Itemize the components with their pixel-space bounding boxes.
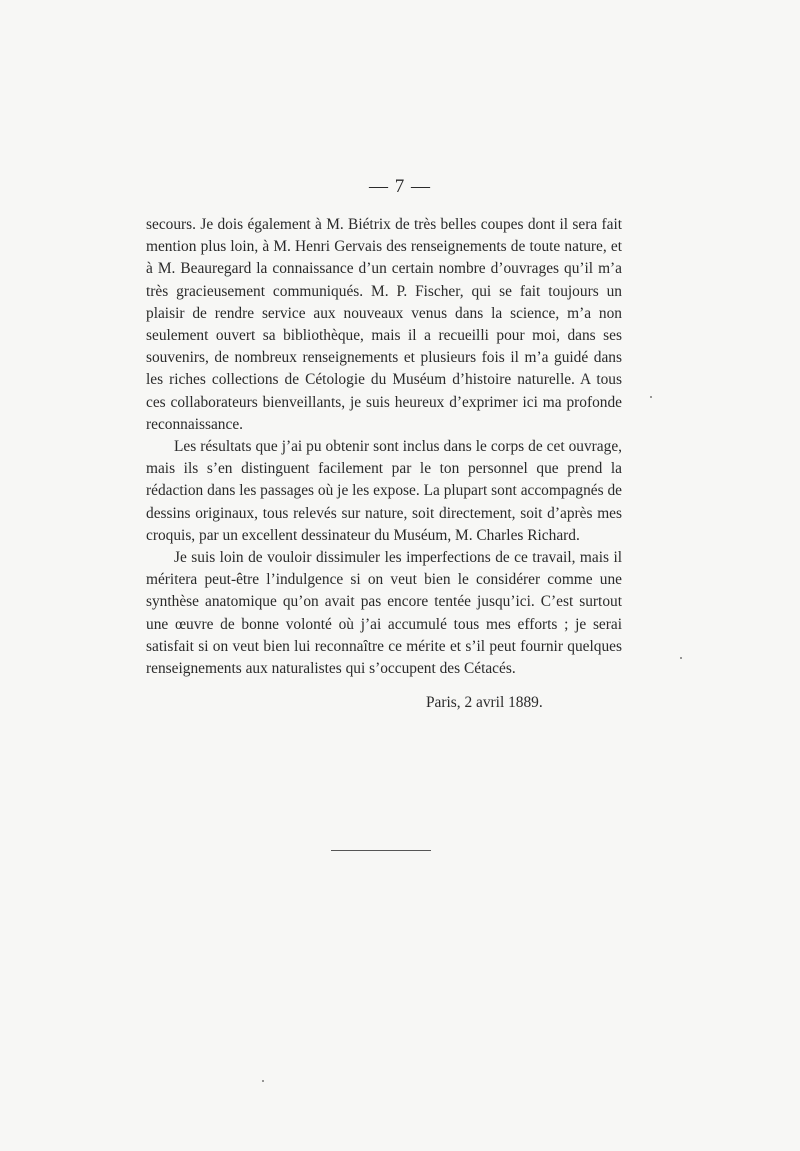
paper-speck: [650, 396, 652, 398]
page-number: — 7 —: [369, 176, 431, 197]
paragraph-3: Je suis loin de vouloir dissimuler les imperfections de ce travail, mais il méritera peut-être l’indulgence si on veut bien le considérer comme une synthèse anatomique qu’on avait pas encore tentée jusqu’ici. C’est surtout une œuvre de bonne volonté où j’ai accumulé tous mes efforts ; je serai satisfait si on veut bien lui reconnaître ce mérite et s’il peut fournir quelques renseignements aux naturalistes qui s’occupent des Cétacés.: [146, 549, 622, 678]
signature-line: Paris, 2 avril 1889.: [426, 694, 543, 711]
end-rule-divider: [331, 850, 431, 851]
paragraph-1: secours. Je dois également à M. Biétrix de très belles coupes dont il sera fait mention plus loin, à M. Henri Gervais des renseignements de toute nature, et à M. Beauregard la connaissance d’un certain nombre d’ouvrages qu’il m’a très gracieusement communiqués. M. P. Fischer, qui se fait toujours un plaisir de rendre service aux nouveaux venus dans la science, m’a non seulement ouvert sa bibliothèque, mais il a recueilli pour moi, dans ses souvenirs, de nombreux renseignements et plusieurs fois il m’a guidé dans les riches collections de Cétologie du Muséum d’histoire naturelle. A tous ces collaborateurs bienveillants, je suis heureux d’exprimer ici ma profonde reconnaissance.: [146, 216, 622, 433]
paragraph-2: Les résultats que j’ai pu obtenir sont inclus dans le corps de cet ouvrage, mais ils s’en distinguent facilement par le ton personnel que prend la rédaction dans les passages où je les expose. La plupart sont accompagnés de dessins originaux, tous relevés sur nature, soit directement, soit d’après mes croquis, par un excellent dessinateur du Muséum, M. Charles Richard.: [146, 438, 622, 544]
paper-speck: [262, 1080, 264, 1082]
body-text: [146, 214, 622, 680]
paper-speck: [680, 657, 682, 659]
